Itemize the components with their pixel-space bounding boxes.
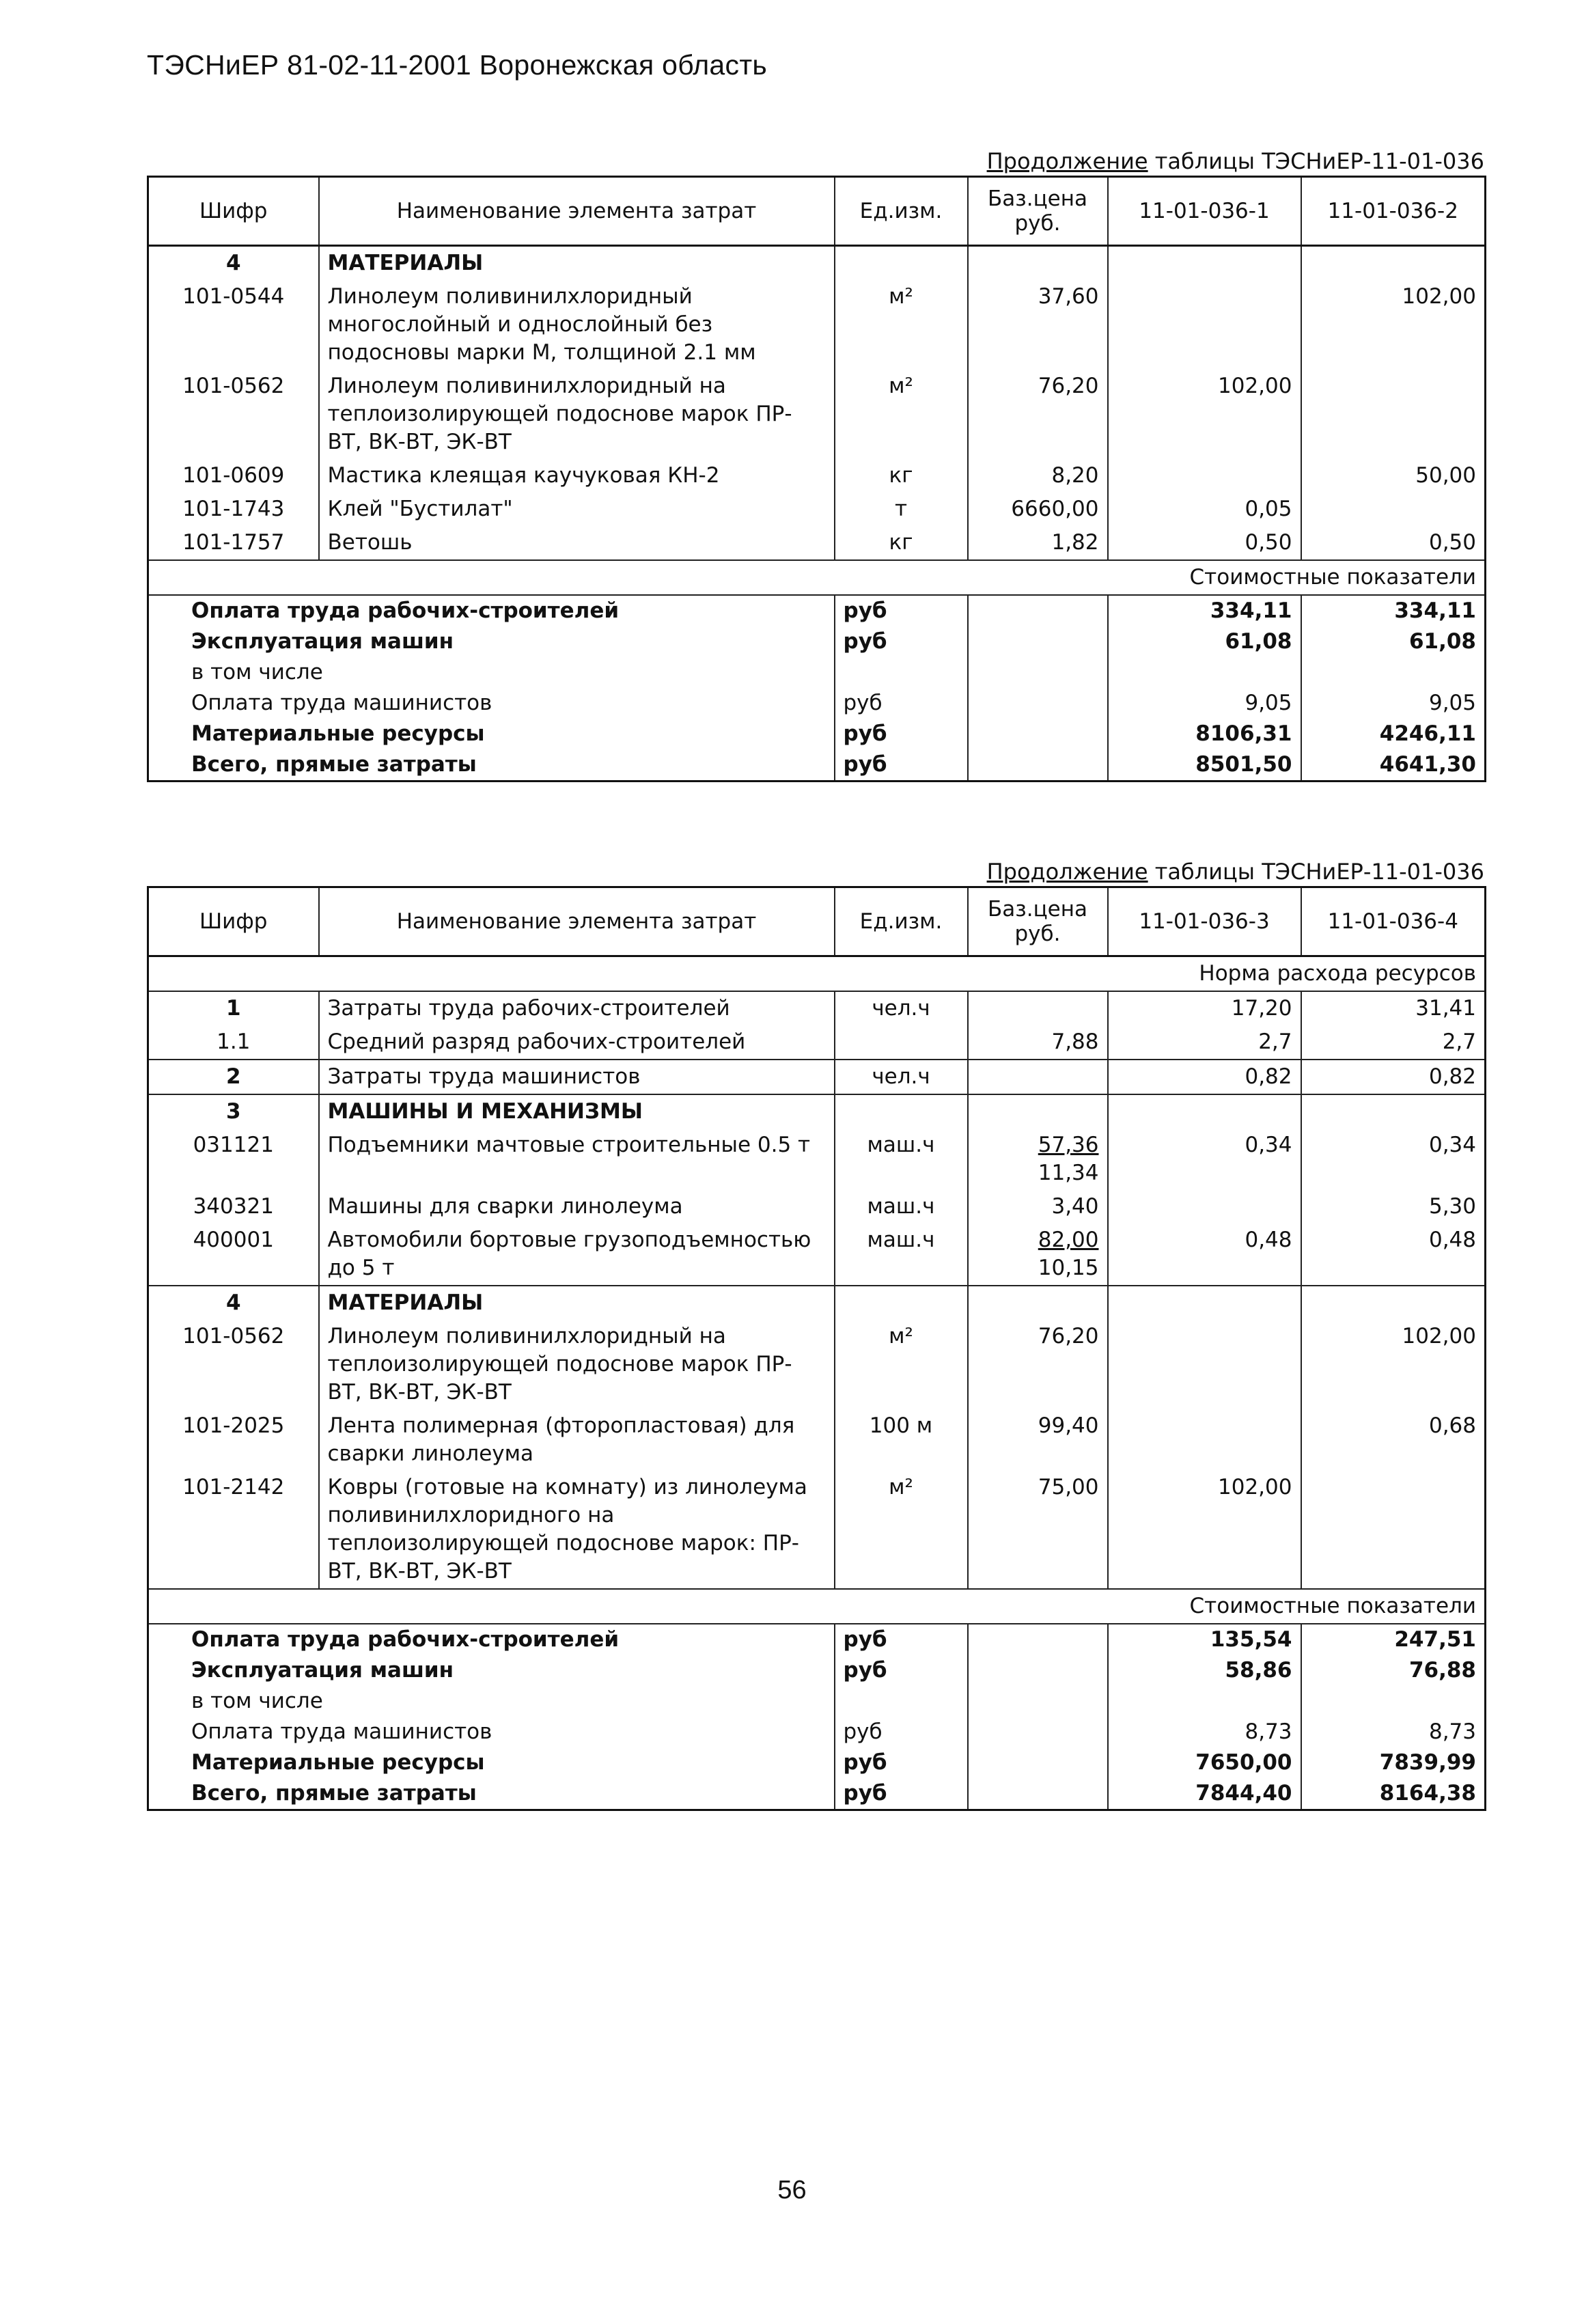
cost-label: в том числе — [148, 1686, 835, 1717]
cost-value-b: 8164,38 — [1301, 1778, 1486, 1810]
cost-label: Материальные ресурсы — [148, 719, 835, 749]
row-unit: м² — [835, 1471, 968, 1589]
cost-row — [148, 1778, 1486, 1810]
row-value-b: 5,30 — [1301, 1190, 1486, 1223]
row-value-b: 31,41 — [1301, 991, 1486, 1025]
row-value-b: 0,68 — [1301, 1409, 1486, 1471]
cost-label: в том числе — [148, 657, 835, 688]
row-code: 101-0562 — [148, 370, 319, 459]
cost-label: Оплата труда рабочих-строителей — [148, 595, 835, 626]
table1-header-name: Наименование элемента затрат — [319, 177, 835, 246]
row-name: Клей "Бустилат" — [319, 493, 835, 526]
table-row — [148, 1409, 1486, 1471]
cost-value-a: 8,73 — [1108, 1717, 1301, 1747]
row-code: 101-0609 — [148, 459, 319, 493]
cost-band-label: Стоимостные показатели — [148, 1589, 1486, 1624]
table2 — [147, 886, 1486, 1811]
row-unit: кг — [835, 526, 968, 560]
row-price-secondary: 11,34 — [1038, 1161, 1099, 1185]
row-value-a: 102,00 — [1108, 1471, 1301, 1589]
cost-value-a — [1108, 657, 1301, 688]
cost-value-b — [1301, 1686, 1486, 1717]
section-code: 4 — [148, 1286, 319, 1320]
table2-header-col-b: 11-01-036-4 — [1301, 887, 1486, 956]
row-code: 101-0562 — [148, 1320, 319, 1409]
table-row — [148, 1060, 1486, 1094]
table1-header-col-b: 11-01-036-2 — [1301, 177, 1486, 246]
table2-caption — [987, 859, 1484, 885]
row-price — [968, 991, 1108, 1025]
cost-row — [148, 595, 1486, 626]
table2-header-row — [148, 887, 1486, 956]
cost-label: Всего, прямые затраты — [148, 749, 835, 781]
cost-value-a: 61,08 — [1108, 626, 1301, 657]
cost-unit: руб — [835, 749, 968, 781]
section-name: МАШИНЫ И МЕХАНИЗМЫ — [319, 1094, 835, 1129]
row-name: Ковры (готовые на комнату) из линолеума поливинилхлоридного на теплоизолирующей подоснове марок: ПР-ВТ, ВК-ВТ, ЭК-ВТ — [319, 1471, 835, 1589]
row-value-a: 2,7 — [1108, 1025, 1301, 1060]
row-price-cell — [968, 1129, 1108, 1190]
row-code: 1.1 — [148, 1025, 319, 1060]
table-row — [148, 1223, 1486, 1286]
cost-row — [148, 657, 1486, 688]
table1-caption-prefix: Продолжение — [986, 148, 1148, 174]
row-unit: м² — [835, 280, 968, 370]
cost-label: Оплата труда рабочих-строителей — [148, 1624, 835, 1655]
cost-label: Оплата труда машинистов — [148, 1717, 835, 1747]
row-name: Ветошь — [319, 526, 835, 560]
row-unit: маш.ч — [835, 1223, 968, 1286]
row-name: Линолеум поливинилхлоридный многослойный и однослойный без подосновы марки М, толщиной 2.1 мм — [319, 280, 835, 370]
row-value-b: 0,48 — [1301, 1223, 1486, 1286]
row-value-b: 50,00 — [1301, 459, 1486, 493]
row-value-b — [1301, 370, 1486, 459]
cost-row — [148, 1747, 1486, 1778]
row-price: 76,20 — [968, 370, 1108, 459]
row-name: Автомобили бортовые грузоподъемностью до 5 т — [319, 1223, 835, 1286]
table1-caption — [987, 148, 1484, 174]
table1-header-code: Шифр — [148, 177, 319, 246]
table2-header-name: Наименование элемента затрат — [319, 887, 835, 956]
cost-unit: руб — [835, 719, 968, 749]
cost-value-b: 61,08 — [1301, 626, 1486, 657]
row-name: Затраты труда рабочих-строителей — [319, 991, 835, 1025]
cost-value-a: 8501,50 — [1108, 749, 1301, 781]
section-code: 3 — [148, 1094, 319, 1129]
table1-header-row — [148, 177, 1486, 246]
cost-unit: руб — [835, 595, 968, 626]
row-value-a: 0,82 — [1108, 1060, 1301, 1094]
row-value-a — [1108, 280, 1301, 370]
cost-value-b: 247,51 — [1301, 1624, 1486, 1655]
table1-section-row — [148, 246, 1486, 281]
table2-header-code: Шифр — [148, 887, 319, 956]
row-unit: маш.ч — [835, 1190, 968, 1223]
table1-cost-band — [148, 560, 1486, 595]
table2-materials-section-row — [148, 1286, 1486, 1320]
row-name: Линолеум поливинилхлоридный на теплоизолирующей подоснове марок ПР-ВТ, ВК-ВТ, ЭК-ВТ — [319, 1320, 835, 1409]
row-unit: м² — [835, 370, 968, 459]
row-value-b — [1301, 493, 1486, 526]
table-row — [148, 526, 1486, 560]
cost-row — [148, 749, 1486, 781]
cost-row — [148, 1717, 1486, 1747]
table2-caption-prefix: Продолжение — [986, 859, 1148, 885]
document-header: ТЭСНиЕР 81-02-11-2001 Воронежская область — [147, 49, 768, 81]
row-price: 7,88 — [968, 1025, 1108, 1060]
row-price-secondary: 10,15 — [1038, 1256, 1099, 1280]
cost-unit: руб — [835, 688, 968, 719]
table2-machines-section-row — [148, 1094, 1486, 1129]
row-code: 031121 — [148, 1129, 319, 1190]
table1-caption-rest: таблицы ТЭСНиЕР-11-01-036 — [1148, 148, 1484, 174]
cost-value-b: 8,73 — [1301, 1717, 1486, 1747]
table-row — [148, 1129, 1486, 1190]
row-value-a: 0,34 — [1108, 1129, 1301, 1190]
cost-value-a: 7844,40 — [1108, 1778, 1301, 1810]
row-value-a: 102,00 — [1108, 370, 1301, 459]
cost-value-a: 8106,31 — [1108, 719, 1301, 749]
row-code: 101-1743 — [148, 493, 319, 526]
section-name: МАТЕРИАЛЫ — [319, 1286, 835, 1320]
page-number: 56 — [777, 2176, 807, 2204]
row-code: 400001 — [148, 1223, 319, 1286]
table-row — [148, 1025, 1486, 1060]
row-price: 1,82 — [968, 526, 1108, 560]
cost-value-a: 135,54 — [1108, 1624, 1301, 1655]
cost-value-b: 7839,99 — [1301, 1747, 1486, 1778]
row-price: 76,20 — [968, 1320, 1108, 1409]
cost-value-b: 76,88 — [1301, 1655, 1486, 1686]
cost-unit: руб — [835, 1624, 968, 1655]
row-price: 6660,00 — [968, 493, 1108, 526]
table-row — [148, 1190, 1486, 1223]
section-name: МАТЕРИАЛЫ — [319, 246, 835, 281]
row-value-b: 102,00 — [1301, 280, 1486, 370]
cost-value-b: 334,11 — [1301, 595, 1486, 626]
cost-value-b: 4246,11 — [1301, 719, 1486, 749]
cost-label: Эксплуатация машин — [148, 1655, 835, 1686]
table1 — [147, 176, 1486, 782]
row-unit: м² — [835, 1320, 968, 1409]
row-name: Мастика клеящая каучуковая КН-2 — [319, 459, 835, 493]
cost-unit: руб — [835, 1747, 968, 1778]
row-value-b — [1301, 1471, 1486, 1589]
row-value-a: 17,20 — [1108, 991, 1301, 1025]
row-unit: кг — [835, 459, 968, 493]
row-price: 75,00 — [968, 1471, 1108, 1589]
row-name: Машины для сварки линолеума — [319, 1190, 835, 1223]
cost-unit: руб — [835, 1778, 968, 1810]
cost-row — [148, 1655, 1486, 1686]
cost-unit — [835, 657, 968, 688]
cost-unit: руб — [835, 626, 968, 657]
cost-row — [148, 719, 1486, 749]
cost-row — [148, 626, 1486, 657]
row-code: 1 — [148, 991, 319, 1025]
row-code: 340321 — [148, 1190, 319, 1223]
row-price: 8,20 — [968, 459, 1108, 493]
row-price: 3,40 — [968, 1190, 1108, 1223]
cost-row — [148, 1686, 1486, 1717]
cost-label: Оплата труда машинистов — [148, 688, 835, 719]
row-unit — [835, 1025, 968, 1060]
table-row — [148, 459, 1486, 493]
table1-header-unit: Ед.изм. — [835, 177, 968, 246]
row-price — [968, 1060, 1108, 1094]
row-name: Затраты труда машинистов — [319, 1060, 835, 1094]
row-unit: 100 м — [835, 1409, 968, 1471]
row-value-a — [1108, 1190, 1301, 1223]
cost-row — [148, 688, 1486, 719]
table-row — [148, 991, 1486, 1025]
row-code: 101-2025 — [148, 1409, 319, 1471]
table-row — [148, 1471, 1486, 1589]
cost-row — [148, 1624, 1486, 1655]
row-value-b: 0,82 — [1301, 1060, 1486, 1094]
row-code: 101-2142 — [148, 1471, 319, 1589]
cost-label: Эксплуатация машин — [148, 626, 835, 657]
row-code: 2 — [148, 1060, 319, 1094]
row-value-a: 0,05 — [1108, 493, 1301, 526]
cost-unit: руб — [835, 1655, 968, 1686]
row-value-b: 0,34 — [1301, 1129, 1486, 1190]
row-name: Подъемники мачтовые строительные 0.5 т — [319, 1129, 835, 1190]
table-row — [148, 280, 1486, 370]
cost-label: Материальные ресурсы — [148, 1747, 835, 1778]
cost-label: Всего, прямые затраты — [148, 1778, 835, 1810]
table2-cost-band — [148, 1589, 1486, 1624]
row-unit: маш.ч — [835, 1129, 968, 1190]
row-value-a: 0,50 — [1108, 526, 1301, 560]
table-row — [148, 1320, 1486, 1409]
row-value-a — [1108, 459, 1301, 493]
cost-value-a: 58,86 — [1108, 1655, 1301, 1686]
row-value-b: 2,7 — [1301, 1025, 1486, 1060]
table-row — [148, 370, 1486, 459]
row-code: 101-0544 — [148, 280, 319, 370]
cost-value-b — [1301, 657, 1486, 688]
table2-header-unit: Ед.изм. — [835, 887, 968, 956]
table2-caption-rest: таблицы ТЭСНиЕР-11-01-036 — [1148, 859, 1484, 885]
row-value-b: 102,00 — [1301, 1320, 1486, 1409]
table1-header-price: Баз.цена руб. — [968, 177, 1108, 246]
cost-value-a: 9,05 — [1108, 688, 1301, 719]
row-code: 101-1757 — [148, 526, 319, 560]
cost-value-b: 4641,30 — [1301, 749, 1486, 781]
row-unit: т — [835, 493, 968, 526]
cost-unit: руб — [835, 1717, 968, 1747]
row-value-a — [1108, 1320, 1301, 1409]
table2-norm-band — [148, 956, 1486, 992]
cost-unit — [835, 1686, 968, 1717]
table2-header-price: Баз.цена руб. — [968, 887, 1108, 956]
row-price: 57,36 — [1038, 1133, 1099, 1157]
cost-value-a: 7650,00 — [1108, 1747, 1301, 1778]
table2-header-col-a: 11-01-036-3 — [1108, 887, 1301, 956]
cost-band-label: Стоимостные показатели — [148, 560, 1486, 595]
cost-value-b: 9,05 — [1301, 688, 1486, 719]
row-name: Средний разряд рабочих-строителей — [319, 1025, 835, 1060]
row-price: 99,40 — [968, 1409, 1108, 1471]
row-name: Линолеум поливинилхлоридный на теплоизолирующей подоснове марок ПР-ВТ, ВК-ВТ, ЭК-ВТ — [319, 370, 835, 459]
row-value-a: 0,48 — [1108, 1223, 1301, 1286]
row-value-a — [1108, 1409, 1301, 1471]
row-name: Лента полимерная (фторопластовая) для сварки линолеума — [319, 1409, 835, 1471]
norm-band-label: Норма расхода ресурсов — [148, 956, 1486, 992]
row-price: 37,60 — [968, 280, 1108, 370]
section-code: 4 — [148, 246, 319, 281]
row-unit: чел.ч — [835, 991, 968, 1025]
row-unit: чел.ч — [835, 1060, 968, 1094]
cost-value-a: 334,11 — [1108, 595, 1301, 626]
table-row — [148, 493, 1486, 526]
row-price-cell — [968, 1223, 1108, 1286]
table1-header-col-a: 11-01-036-1 — [1108, 177, 1301, 246]
cost-value-a — [1108, 1686, 1301, 1717]
row-price: 82,00 — [1038, 1228, 1099, 1252]
row-value-b: 0,50 — [1301, 526, 1486, 560]
